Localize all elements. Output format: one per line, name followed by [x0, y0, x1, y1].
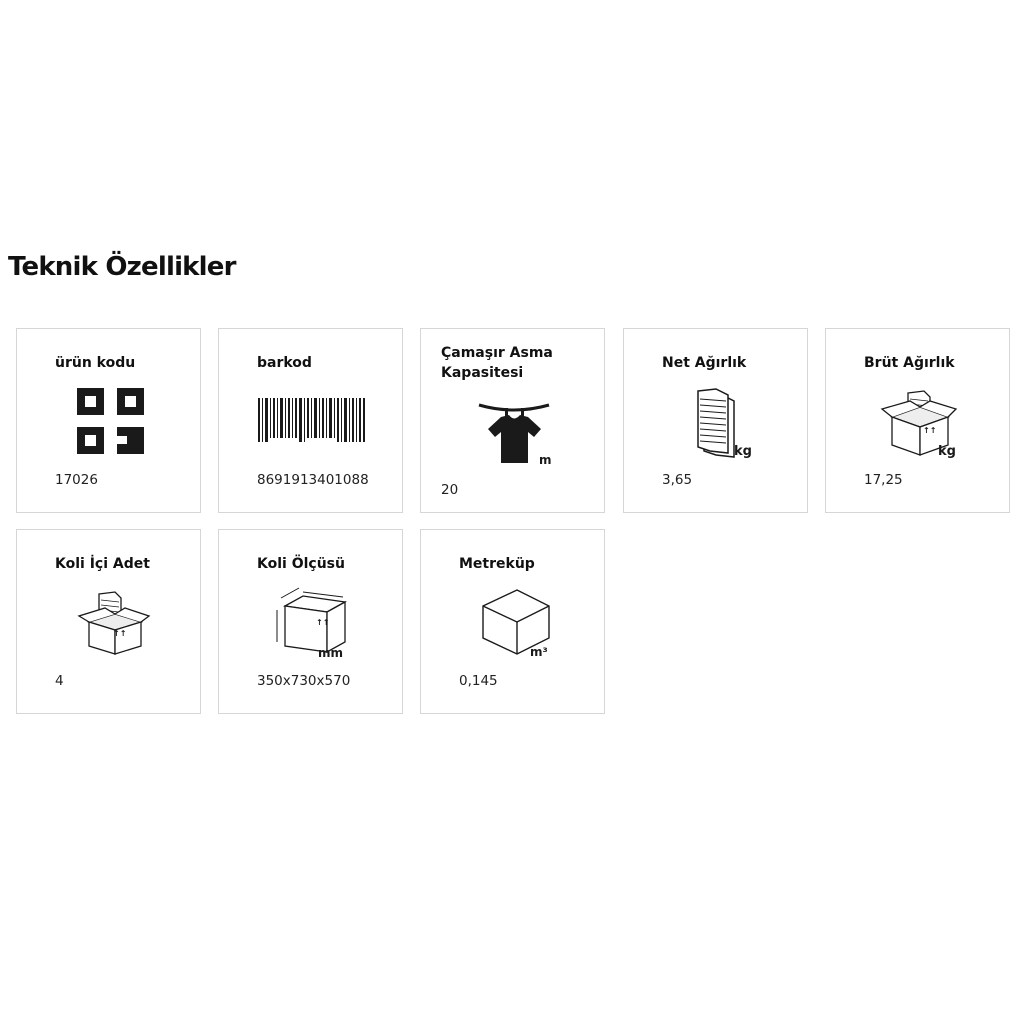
spec-value: 3,65 [662, 472, 693, 488]
spec-card-product-code [16, 328, 201, 513]
spec-value: 17026 [55, 472, 98, 488]
unit-label: m [539, 453, 552, 467]
spec-card-net-weight [623, 328, 808, 513]
spec-card-box-quantity [16, 529, 201, 714]
unit-label: mm [318, 646, 344, 660]
spec-label: Brüt Ağırlık [864, 355, 955, 371]
spec-label: Koli İçi Adet [55, 556, 150, 572]
spec-card-barcode [218, 328, 403, 513]
spec-label: ürün kodu [55, 355, 136, 371]
spec-label: Metreküp [459, 556, 535, 572]
spec-value: 350x730x570 [257, 673, 351, 689]
spec-card-drying-capacity [420, 328, 605, 513]
product-weight-icon [624, 329, 809, 514]
unit-label: kg [938, 444, 956, 459]
spec-value: 20 [441, 482, 459, 498]
spec-value: 17,25 [864, 472, 903, 488]
svg-text:↑↑: ↑↑ [113, 629, 127, 638]
spec-card-box-dimensions [218, 529, 403, 714]
svg-text:↑↑: ↑↑ [923, 426, 937, 435]
section-title: Teknik Özellikler [8, 252, 236, 282]
spec-card-volume [420, 529, 605, 714]
spec-label: barkod [257, 355, 312, 371]
spec-value: 0,145 [459, 673, 498, 689]
spec-value: 8691913401088 [257, 472, 369, 488]
box-quantity-icon [17, 530, 202, 715]
box-weight-icon [826, 329, 1011, 514]
unit-label: m³ [530, 645, 548, 659]
spec-label: Net Ağırlık [662, 355, 747, 371]
svg-text:↑↑: ↑↑ [316, 618, 330, 627]
spec-value: 4 [55, 673, 64, 689]
unit-label: kg [734, 444, 752, 459]
qr-code-icon [17, 329, 202, 514]
spec-label: Koli Ölçüsü [257, 556, 345, 572]
spec-card-gross-weight [825, 328, 1010, 513]
cube-volume-icon [421, 530, 606, 715]
spec-label: Çamaşır Asma Kapasitesi [441, 345, 553, 381]
